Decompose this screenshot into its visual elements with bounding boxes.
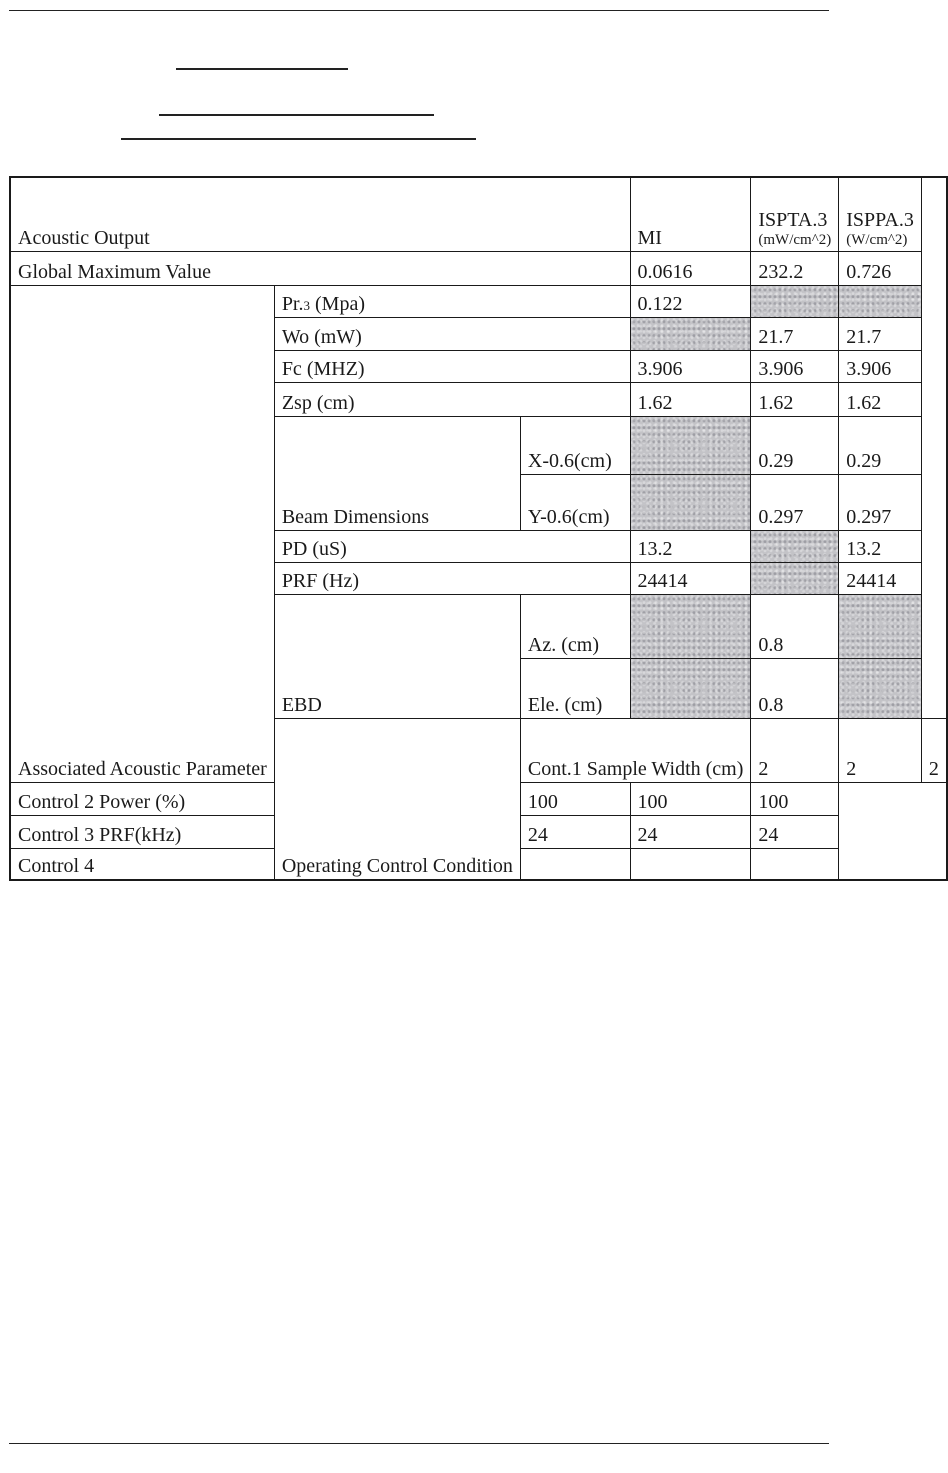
ispta-header-line1: ISPTA.3: [758, 209, 828, 232]
c3-ispta: 24: [630, 815, 751, 848]
pr3-ispta-shaded: [751, 285, 839, 317]
ebd-az-label: Az. (cm): [520, 594, 630, 658]
pr3-label-sub: 3: [303, 297, 310, 313]
ebd-ele-mi-shaded: [630, 658, 751, 718]
ispta-header: [751, 177, 839, 251]
beam-dimensions-label: Beam Dimensions: [274, 416, 520, 530]
prf-ispta-shaded: [751, 562, 839, 594]
global-max-label: Global Maximum Value: [10, 251, 630, 285]
ebd-ele-ispta: 0.8: [751, 658, 839, 718]
footer-rule: [9, 1443, 829, 1444]
acoustic-output-table: [9, 176, 948, 881]
c2-isppa: 100: [751, 782, 839, 815]
c1-ispta: 2: [839, 718, 922, 782]
c3-mi: 24: [520, 815, 630, 848]
c1-isppa: 2: [921, 718, 947, 782]
fc-mi: 3.906: [630, 350, 751, 382]
associated-acoustic-label: Associated Acoustic Parameter: [10, 285, 274, 782]
pd-isppa: 13.2: [839, 530, 922, 562]
fc-ispta: 3.906: [751, 350, 839, 382]
global-max-ispta: 232.2: [751, 251, 839, 285]
pd-label: PD (uS): [274, 530, 630, 562]
zsp-mi: 1.62: [630, 382, 751, 416]
isppa-header: [839, 177, 922, 251]
operating-control-label: Operating Control Condition: [274, 718, 520, 880]
mi-header: [630, 177, 751, 251]
pd-ispta-shaded: [751, 530, 839, 562]
zsp-ispta: 1.62: [751, 382, 839, 416]
wo-mi-shaded: [630, 317, 751, 350]
beam-y-isppa: 0.297: [839, 474, 922, 530]
blank-line-3: [121, 138, 476, 140]
blank-line-2: [159, 114, 434, 116]
c3-label: Control 3 PRF(kHz): [10, 815, 520, 848]
beam-y-label: Y-0.6(cm): [520, 474, 630, 530]
c4-mi: [520, 848, 630, 880]
ebd-ele-isppa-shaded: [839, 658, 922, 718]
c1-mi: 2: [751, 718, 839, 782]
pr3-isppa-shaded: [839, 285, 922, 317]
c2-mi: 100: [520, 782, 630, 815]
prf-label: PRF (Hz): [274, 562, 630, 594]
prf-mi: 24414: [630, 562, 751, 594]
pr3-label-rest: (Mpa): [310, 292, 365, 315]
ebd-az-ispta: 0.8: [751, 594, 839, 658]
c1-label: Cont.1 Sample Width (cm): [520, 718, 750, 782]
acoustic-output-table-container: [9, 176, 948, 881]
zsp-label: Zsp (cm): [274, 382, 630, 416]
fc-label: Fc (MHZ): [274, 350, 630, 382]
pr3-label-main: Pr.: [281, 292, 304, 315]
beam-x-label: X-0.6(cm): [520, 416, 630, 474]
beam-x-ispta: 0.29: [751, 416, 839, 474]
beam-y-mi-shaded: [630, 474, 751, 530]
ebd-label: EBD: [274, 594, 520, 718]
isppa-header-line1: ISPPA.3: [846, 209, 914, 232]
pd-mi: 13.2: [630, 530, 751, 562]
wo-label: Wo (mW): [274, 317, 630, 350]
c4-isppa: [751, 848, 839, 880]
prf-isppa: 24414: [839, 562, 922, 594]
wo-ispta: 21.7: [751, 317, 839, 350]
c2-label: Control 2 Power (%): [10, 782, 520, 815]
blank-line-1: [176, 68, 348, 70]
zsp-isppa: 1.62: [839, 382, 922, 416]
global-max-isppa: 0.726: [839, 251, 922, 285]
beam-y-ispta: 0.297: [751, 474, 839, 530]
beam-x-mi-shaded: [630, 416, 751, 474]
ebd-ele-label: Ele. (cm): [520, 658, 630, 718]
mi-header-text: MI: [637, 226, 662, 249]
fc-isppa: 3.906: [839, 350, 922, 382]
c4-ispta: [630, 848, 751, 880]
wo-isppa: 21.7: [839, 317, 922, 350]
c3-isppa: 24: [751, 815, 839, 848]
isppa-header-line2: (W/cm^2): [846, 232, 908, 249]
ispta-header-line2: (mW/cm^2): [758, 232, 832, 249]
pr3-label: [274, 285, 630, 317]
pr3-mi: 0.122: [630, 285, 751, 317]
header-rule: [9, 10, 829, 11]
beam-x-isppa: 0.29: [839, 416, 922, 474]
ebd-az-mi-shaded: [630, 594, 751, 658]
ebd-az-isppa-shaded: [839, 594, 922, 658]
c2-ispta: 100: [630, 782, 751, 815]
c4-label: Control 4: [10, 848, 520, 880]
global-max-mi: 0.0616: [630, 251, 751, 285]
acoustic-output-header: Acoustic Output: [10, 177, 630, 251]
